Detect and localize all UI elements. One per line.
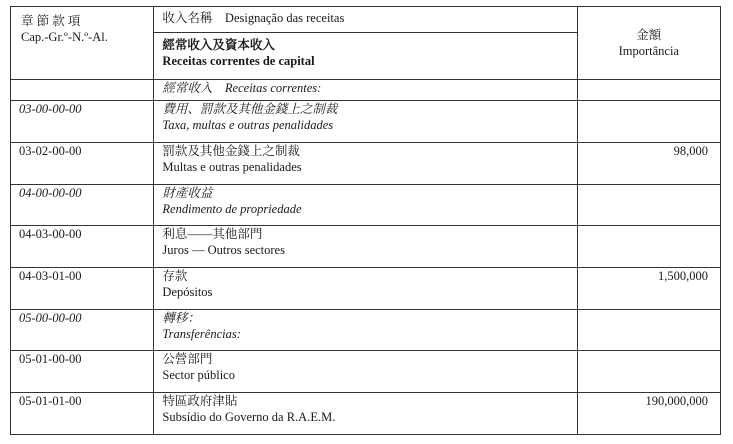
row-desc bbox=[154, 309, 577, 351]
row-desc-zh: 費用、罰款及其他金錢上之制裁 bbox=[162, 102, 338, 117]
group-header-zh: 經常收入及資本收入 bbox=[162, 38, 275, 52]
code-header-zh: 章 節 款 項 bbox=[21, 14, 81, 28]
row-desc-pt: Multas e outras penalidades bbox=[162, 159, 302, 174]
row-amount: 98,000 bbox=[577, 142, 720, 184]
row-code: 03-02-00-00 bbox=[11, 142, 154, 184]
row-code: 05-01-01-00 bbox=[11, 393, 154, 435]
row-code: 05-00-00-00 bbox=[11, 309, 154, 351]
row-desc bbox=[154, 393, 577, 435]
row-desc-pt: Taxa, multas e outras penalidades bbox=[162, 118, 334, 133]
row-desc bbox=[154, 142, 577, 184]
section-code-cell bbox=[11, 79, 154, 100]
amount-header-pt: Importância bbox=[618, 43, 679, 58]
section-row bbox=[11, 79, 721, 100]
row-desc-zh: 存款 bbox=[162, 269, 188, 284]
row-desc bbox=[154, 351, 577, 393]
row-desc bbox=[154, 268, 577, 310]
row-desc-zh: 利息——其他部門 bbox=[162, 227, 263, 242]
row-amount bbox=[577, 226, 720, 268]
table-row bbox=[11, 268, 721, 310]
row-amount bbox=[577, 184, 720, 226]
code-header-cell bbox=[11, 7, 154, 80]
row-desc-pt: Depósitos bbox=[162, 285, 213, 300]
row-code: 04-03-01-00 bbox=[11, 268, 154, 310]
name-header-cell bbox=[154, 7, 577, 33]
row-amount: 1,500,000 bbox=[577, 268, 720, 310]
amount-header-zh: 金額 bbox=[636, 27, 662, 42]
table-row bbox=[11, 184, 721, 226]
row-desc-pt: Juros — Outros sectores bbox=[162, 243, 285, 258]
row-desc-pt: Subsídio do Governo da R.A.E.M. bbox=[162, 410, 336, 425]
row-code: 04-03-00-00 bbox=[11, 226, 154, 268]
code-header-pt: Cap.-Gr.º-N.º-Al. bbox=[21, 30, 108, 44]
table-row bbox=[11, 101, 721, 143]
row-desc-zh: 公營部門 bbox=[162, 352, 213, 367]
group-header-pt: Receitas correntes de capital bbox=[162, 54, 315, 68]
row-desc-zh: 轉移： bbox=[162, 310, 200, 325]
table-row bbox=[11, 226, 721, 268]
row-amount bbox=[577, 309, 720, 351]
row-code: 03-00-00-00 bbox=[11, 101, 154, 143]
row-desc-zh: 罰款及其他金錢上之制裁 bbox=[162, 143, 300, 158]
row-amount bbox=[577, 101, 720, 143]
header-row bbox=[11, 7, 721, 33]
table-row bbox=[11, 393, 721, 435]
row-desc-pt: Rendimento de propriedade bbox=[162, 201, 302, 216]
row-desc-zh: 財產收益 bbox=[162, 185, 213, 200]
table-row bbox=[11, 351, 721, 393]
row-desc-pt: Sector público bbox=[162, 368, 235, 383]
row-desc bbox=[154, 101, 577, 143]
section-label: 經常收入 Receitas correntes: bbox=[154, 79, 577, 100]
table-row bbox=[11, 309, 721, 351]
row-desc bbox=[154, 226, 577, 268]
row-code: 05-01-00-00 bbox=[11, 351, 154, 393]
row-desc-zh: 特區政府津貼 bbox=[162, 394, 238, 409]
revenue-table bbox=[10, 6, 721, 435]
name-header-label: 收入名稱 Designação das receitas bbox=[162, 11, 345, 25]
row-desc bbox=[154, 184, 577, 226]
amount-header-cell bbox=[577, 7, 720, 80]
section-amount-cell bbox=[577, 79, 720, 100]
row-amount bbox=[577, 351, 720, 393]
group-header-cell bbox=[154, 33, 577, 80]
row-code: 04-00-00-00 bbox=[11, 184, 154, 226]
row-desc-pt: Transferências: bbox=[162, 326, 241, 341]
row-amount: 190,000,000 bbox=[577, 393, 720, 435]
table-row bbox=[11, 142, 721, 184]
